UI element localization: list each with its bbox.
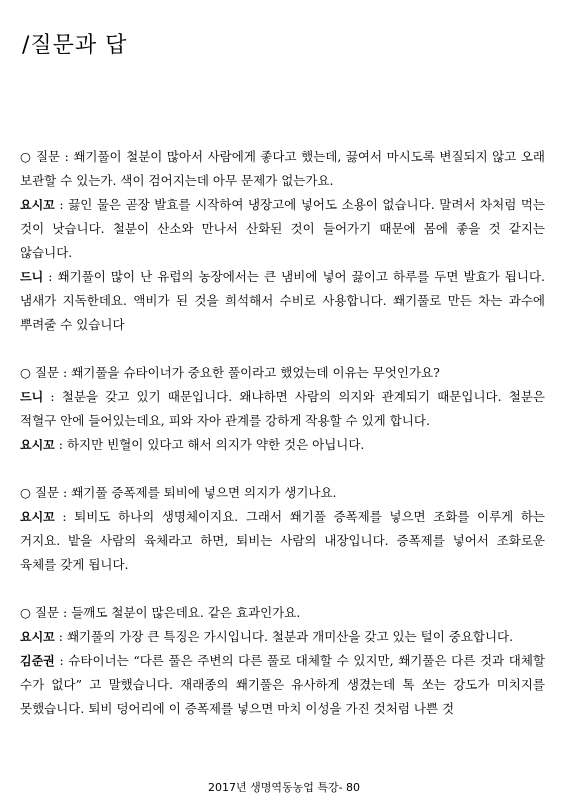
page-title: /질문과 답	[22, 33, 128, 58]
answer-4-2	[20, 649, 545, 721]
answer-2-2	[20, 433, 545, 457]
question-3: ○ 질문 : 쐐기풀 증폭제를 퇴비에 넣으면 의지가 생기나요.	[20, 485, 337, 500]
answer-3-1	[20, 505, 545, 577]
speaker-name: 드니	[20, 390, 44, 404]
spacer	[20, 457, 545, 481]
answer-text: : 하지만 빈혈이 있다고 해서 의지가 약한 것은 아닙니다.	[58, 437, 365, 452]
answer-text: : 퇴비도 하나의 생명체이지요. 그래서 쐐기풀 증폭제를 넣으면 조화를 이루게 하는 거지요. 밭을 사람의 육체라고 하면, 퇴비는 사람의 내장입니다. 증폭제를 넣어서 조화로운 육체를 갖게 됩니다.	[20, 509, 545, 572]
answer-2-1	[20, 385, 545, 433]
page-footer: 2017년 생명역동농업 특강- 80	[207, 781, 361, 794]
question-1: ○ 질문 : 쐐기풀이 철분이 많아서 사람에게 좋다고 했는데, 끓여서 마시도록 변질되지 않고 오래 보관할 수 있는가. 색이 검어지는데 아무 문제가 없는가요.	[20, 149, 545, 188]
speaker-name: 요시꼬	[20, 438, 55, 452]
speaker-name: 요시꼬	[20, 510, 55, 524]
question-2: ○ 질문 : 쐐기풀을 슈타이너가 중요한 풀이라고 했었는데 이유는 무엇인가요?	[20, 365, 440, 380]
answer-text: : 쐐기풀의 가장 큰 특징은 가시입니다. 철분과 개미산을 갖고 있는 털이 중요합니다.	[58, 629, 514, 644]
speaker-name: 드니	[20, 270, 44, 284]
question-4: ○ 질문 : 들깨도 철분이 많은데요. 같은 효과인가요.	[20, 605, 301, 620]
answer-text: : 슈타이너는 “다른 풀은 주변의 다른 풀로 대체할 수 있지만, 쐐기풀은 다른 것과 대체할 수가 없다” 고 말했습니다. 재래종의 쐐기풀은 유사하게 생겼는데 톡 쏘는 강도가 미치지를 못했습니다. 퇴비 덩어리에 이 증폭제를 넣으면 마치 이성을 가진 것처럼 나쁜 것	[20, 653, 545, 716]
qa-content	[20, 145, 545, 721]
speaker-name: 요시꼬	[20, 198, 55, 212]
answer-text: : 끓인 물은 곧장 발효를 시작하여 냉장고에 넣어도 소용이 없습니다. 말려서 차처럼 먹는 것이 낫습니다. 철분이 산소와 만나서 산화된 것이 들어가기 때문에 몸에 좋을 것 같지는 않습니다.	[20, 197, 545, 260]
answer-text: : 철분을 갖고 있기 때문입니다. 왜냐하면 사람의 의지와 관계되기 때문입니다. 철분은 적혈구 안에 들어있는데요, 피와 자아 관계를 강하게 작용할 수 있게 합니다.	[20, 389, 545, 428]
spacer	[20, 577, 545, 601]
answer-1-1	[20, 193, 545, 265]
speaker-name: 요시꼬	[20, 630, 55, 644]
answer-1-2	[20, 265, 545, 337]
speaker-name: 김준권	[20, 654, 55, 668]
answer-4-1	[20, 625, 545, 649]
answer-text: : 쐐기풀이 많이 난 유럽의 농장에서는 큰 냄비에 넣어 끓이고 하루를 두면 발효가 됩니다. 냄새가 지독한데요. 액비가 된 것을 희석해서 수비로 사용합니다. 쐐기풀로 만든 차는 과수에 뿌려줄 수 있습니다	[20, 269, 545, 332]
spacer	[20, 337, 545, 361]
